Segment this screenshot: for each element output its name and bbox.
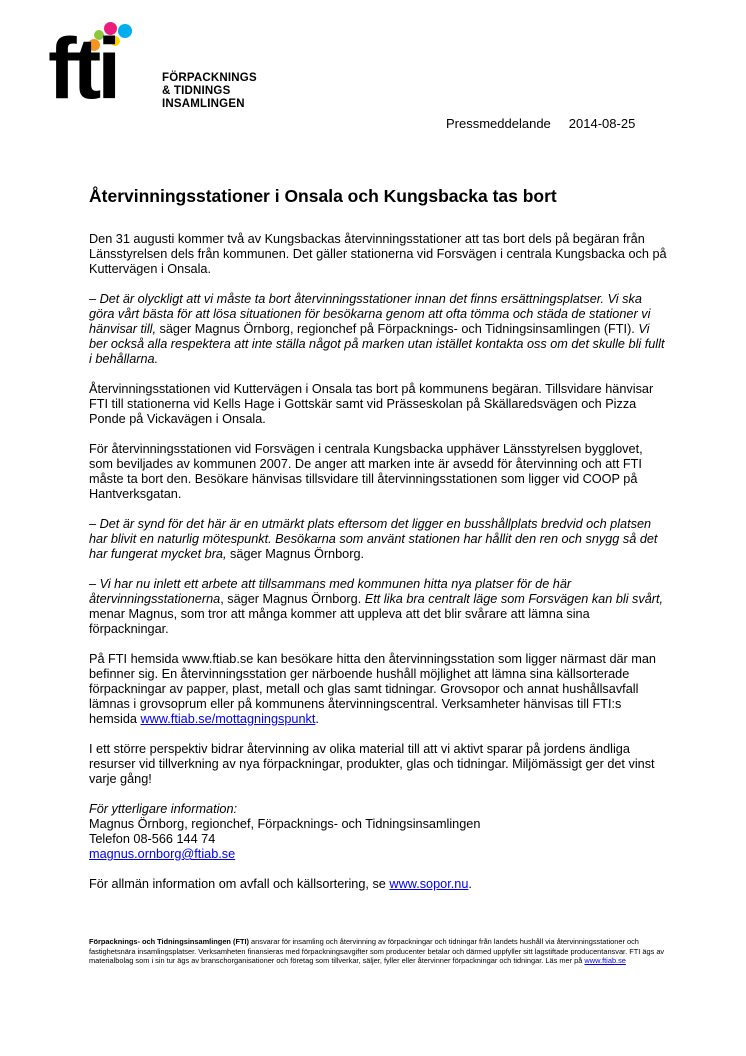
paragraph-8: I ett större perspektiv bidrar återvinning av olika material till att vi aktivt sparar på jordens ändliga resurser vid tillverkning av nya förpackningar, produkter, glas och tidningar. Miljömässigt ger det vinst varje gång! <box>89 742 655 786</box>
attribution-3b: menar Magnus, som tror att många kommer att uppleva att det blir svårare att lämna sina förpackningar. <box>89 607 590 636</box>
footer-text: ansvarar för insamling och återvinning av förpackningar och tidningar från landets hushåll via återvinningsstationer och fastighetsnära insamlingsplatser. Verksamheten finansieras med förpackningsavgifter som producenter betalar och därmed uppfyller sitt lagstiftade producentansvar. FTI ägs av materialbolag som i sin tur ägs av branschorganisationer och företag som tillverkar, säljer, fyller eller återvinner förpackningar och tidningar. Läs mer på <box>89 937 665 965</box>
logo-line-3: INSAMLINGEN <box>162 98 245 110</box>
doc-type: Pressmeddelande <box>446 116 551 131</box>
general-info-text: För allmän information om avfall och källsortering, se <box>89 877 390 891</box>
contact-phone: Telefon 08-566 144 74 <box>89 832 216 846</box>
paragraph-2 <box>89 292 669 367</box>
mottagningspunkt-link[interactable]: www.ftiab.se/mottagningspunkt <box>140 712 316 726</box>
paragraph-1: Den 31 augusti kommer två av Kungsbackas återvinningsstationer att tas bort dels på begäran från Länsstyrelsen dels från kommunen. Det gäller stationerna vid Forsvägen i centrala Kungsbacka och på Kuttervägen i Onsala. <box>89 232 667 276</box>
quote-1b: Vi ber också alla respektera att inte ställa något på marken utan istället kontakta oss om det skulle bli fullt i behållarna. <box>89 322 665 366</box>
attribution-2: säger Magnus Örnborg. <box>226 547 365 561</box>
quote-3a: – Vi har nu inlett ett arbete att tillsammans med kommunen hitta nya platser för de här återvinningsstationerna <box>89 577 572 606</box>
logo-wordmark: fti <box>48 21 118 117</box>
logo-subtitle <box>162 72 257 111</box>
paragraph-7-end: . <box>315 712 319 726</box>
footer-org-name: Förpacknings- och Tidningsinsamlingen (FTI) <box>89 937 249 946</box>
paragraph-5 <box>89 517 669 562</box>
doc-date: 2014-08-25 <box>568 116 636 131</box>
attribution-3: , säger Magnus Örnborg. <box>220 592 365 606</box>
quote-3b: Ett lika bra centralt läge som Forsvägen kan bli svårt, <box>364 592 664 606</box>
contact-block <box>89 802 669 862</box>
fti-logo <box>48 22 288 122</box>
quote-2: – Det är synd för det här är en utmärkt plats eftersom det ligger en busshållplats bredvid och platsen har blivit en naturlig mötespunkt. Besökarna som använt stationen har hållit den ren och snygg så det har fungerat mycket bra, <box>89 517 658 561</box>
paragraph-6 <box>89 577 669 637</box>
paragraph-7-text: På FTI hemsida www.ftiab.se kan besökare hitta den återvinningsstation som ligger närmast där man befinner sig. En återvinningsstation ger närboende hushåll möjlighet att lämna sina källsorterade förpackningar av papper, plast, metall och glas samt tidningar. Grovsopor och annat hushållsavfall lämnas i grovsoprum eller på kommunens återvinningscentral. Verksamheter hänvisas till FTI:s hemsida <box>89 652 656 726</box>
press-header <box>446 116 635 131</box>
page-title: Återvinningsstationer i Onsala och Kungsbacka tas bort <box>89 186 557 206</box>
contact-name: Magnus Örnborg, regionchef, Förpacknings- och Tidningsinsamlingen <box>89 817 481 831</box>
paragraph-4: För återvinningsstationen vid Forsvägen i centrala Kungsbacka upphäver Länsstyrelsen bygglovet, som beviljades av kommunen 2007. De anger att marken inte är avsedd för återvinning och att FTI måste ta bort den. Besökare hänvisas tillsvidare till återvinningsstationen som ligger vid COOP på Hantverksgatan. <box>89 442 643 501</box>
quote-1a: – Det är olyckligt att vi måste ta bort återvinningsstationer innan det finns ersättningsplatser. Vi ska göra vårt bästa för att lösa situationen för besökarna genom att ofta tömma och städa de stationer vi hänvisar till, <box>89 292 651 336</box>
general-info <box>89 877 669 892</box>
paragraph-3: Återvinningsstationen vid Kuttervägen i Onsala tas bort på kommunens begäran. Tillsvidare hänvisar FTI till stationerna vid Kells Hage i Gottskär samt vid Prässeskolan på Skällaredsvägen och Pizza Ponde på Vickavägen i Onsala. <box>89 382 654 426</box>
paragraph-7 <box>89 652 669 727</box>
contact-email-link[interactable]: magnus.ornborg@ftiab.se <box>89 847 236 861</box>
general-info-end: . <box>468 877 472 891</box>
attribution-1: säger Magnus Örnborg, regionchef på Förpacknings- och Tidningsinsamlingen (FTI). <box>156 322 639 336</box>
logo-line-2: & TIDNINGS <box>162 85 231 97</box>
logo-dot-blue <box>118 24 132 38</box>
footer-note <box>89 937 667 966</box>
contact-heading: För ytterligare information: <box>89 802 238 816</box>
sopor-link[interactable]: www.sopor.nu <box>389 877 469 891</box>
article-body <box>89 232 669 894</box>
logo-line-1: FÖRPACKNINGS <box>162 72 257 84</box>
footer-ftiab-link[interactable]: www.ftiab.se <box>584 956 626 965</box>
